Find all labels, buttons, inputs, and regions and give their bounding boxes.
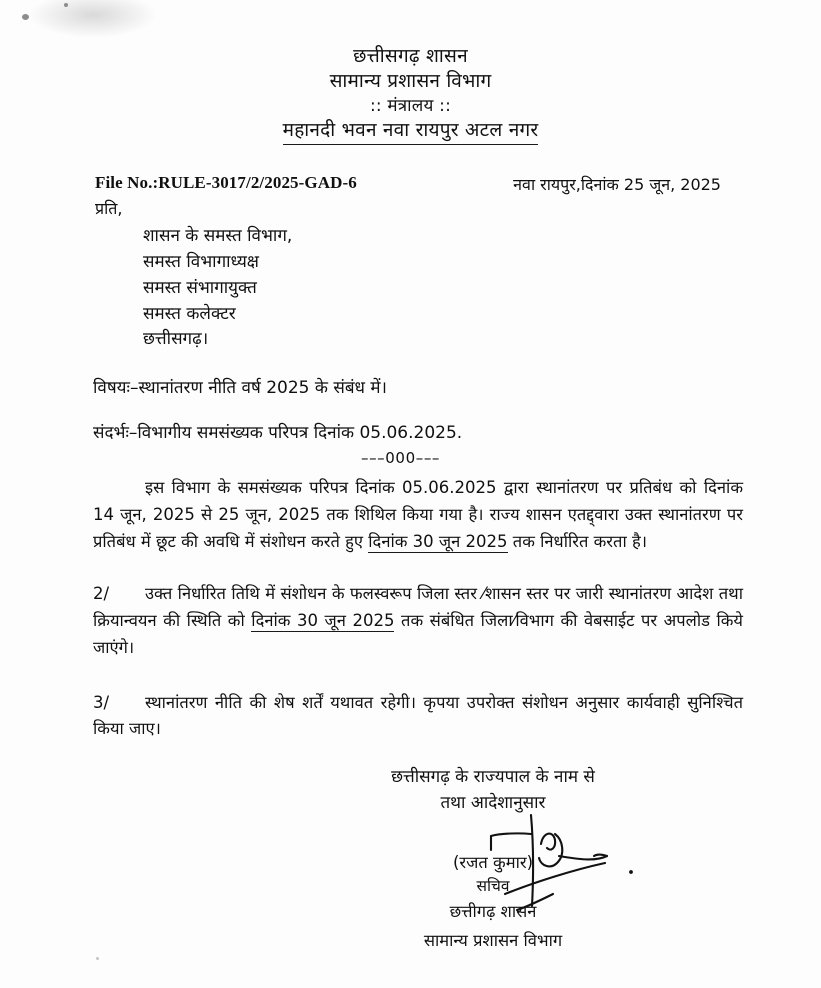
paragraph-3-marker: 3/ xyxy=(93,692,110,712)
closing-line-by-order: तथा आदेशानुसार xyxy=(440,792,546,813)
paragraph-1-emphasis-date: दिनांक 30 जून 2025 xyxy=(368,531,508,551)
paragraph-2-marker: 2/ xyxy=(93,584,110,604)
letterhead-line-address-wrap xyxy=(0,118,821,145)
paragraph-2-emphasis-date: दिनांक 30 जून 2025 xyxy=(251,611,395,631)
file-number: File No.:RULE-3017/2/2025-GAD-6 xyxy=(95,173,357,193)
signature-block xyxy=(0,850,821,953)
paragraph-3-text: स्थानांतरण नीति की शेष शर्तें यथावत रहेगी। कृपया उपरोक्त संशोधन अनुसार कार्यवाही सुनिश्चित किया जाए। xyxy=(93,692,743,739)
reference-line: संदर्भः–विभागीय समसंख्यक परिपत्र दिनांक 05.06.2025. xyxy=(93,423,463,444)
signatory-name: (रजत कुमार) xyxy=(452,853,534,873)
addressee-list xyxy=(0,224,821,353)
paragraph-2-text-before: उक्त निर्धारित तिथि में संशोधन के फलस्वरूप जिला स्तर ⁄शासन स्तर पर जारी स्थानांतरण आदेश तथा क्रियान्वयन की स्थिति को xyxy=(93,584,743,631)
body-paragraph-2 xyxy=(93,581,743,661)
letterhead-line-department: सामान्य प्रशासन विभाग xyxy=(329,70,492,93)
signatory-post: सचिव xyxy=(476,877,510,896)
signatory-government: छत्तीगढ़ शासन xyxy=(449,901,537,921)
salutation-to: प्रति, xyxy=(95,199,123,219)
paragraph-1-text-before: इस विभाग के समसंख्यक परिपत्र दिनांक 05.06.2025 द्वारा स्थानांतरण पर प्रतिबंध को दिनांक 14 जून, 2025 से 25 जून, 2025 तक शिथिल किया गया है। राज्य शासन एतद्द्वारा उक्त स्थानांतरण पर प्रतिबंध में छूट की अवधि में संशोधन करते हुए xyxy=(93,478,743,551)
letterhead-line-secretariat: :: मंत्रालय :: xyxy=(369,95,452,116)
letterhead-line-state: छत्तीसगढ़ शासन xyxy=(353,45,468,67)
closing-block xyxy=(0,765,821,816)
subject-line: विषयः–स्थानांतरण नीति वर्ष 2025 के संबंध में। xyxy=(93,378,387,399)
signatory-department: सामान्य प्रशासन विभाग xyxy=(423,930,563,950)
body-paragraph-1 xyxy=(93,475,743,555)
list-item: समस्त विभागाध्यक्ष xyxy=(143,251,259,272)
place-and-date: नवा रायपुर,दिनांक 25 जून, 2025 xyxy=(513,175,721,195)
list-item: शासन के समस्त विभाग, xyxy=(143,226,293,247)
section-separator: –––000––– xyxy=(360,449,441,468)
closing-line-governor: छत्तीसगढ़ के राज्यपाल के नाम से xyxy=(391,767,595,788)
paragraph-1-text-after: तक निर्धारित करता है। xyxy=(507,531,647,551)
file-meta-row xyxy=(0,173,821,195)
paragraph-2-text-after: तक संबंधित जिला⁄विभाग की वेबसाईट पर अपलोड किये जाएंगे। xyxy=(93,611,743,657)
list-item: समस्त कलेक्टर xyxy=(143,303,236,324)
letterhead xyxy=(0,0,821,145)
letterhead-line-address: महानदी भवन नवा रायपुर अटल नगर xyxy=(283,118,539,145)
body-paragraph-3 xyxy=(93,690,743,743)
list-item: समस्त संभागायुक्त xyxy=(143,277,257,298)
list-item: छत्तीसगढ़। xyxy=(143,329,209,350)
scan-speck xyxy=(96,957,99,960)
